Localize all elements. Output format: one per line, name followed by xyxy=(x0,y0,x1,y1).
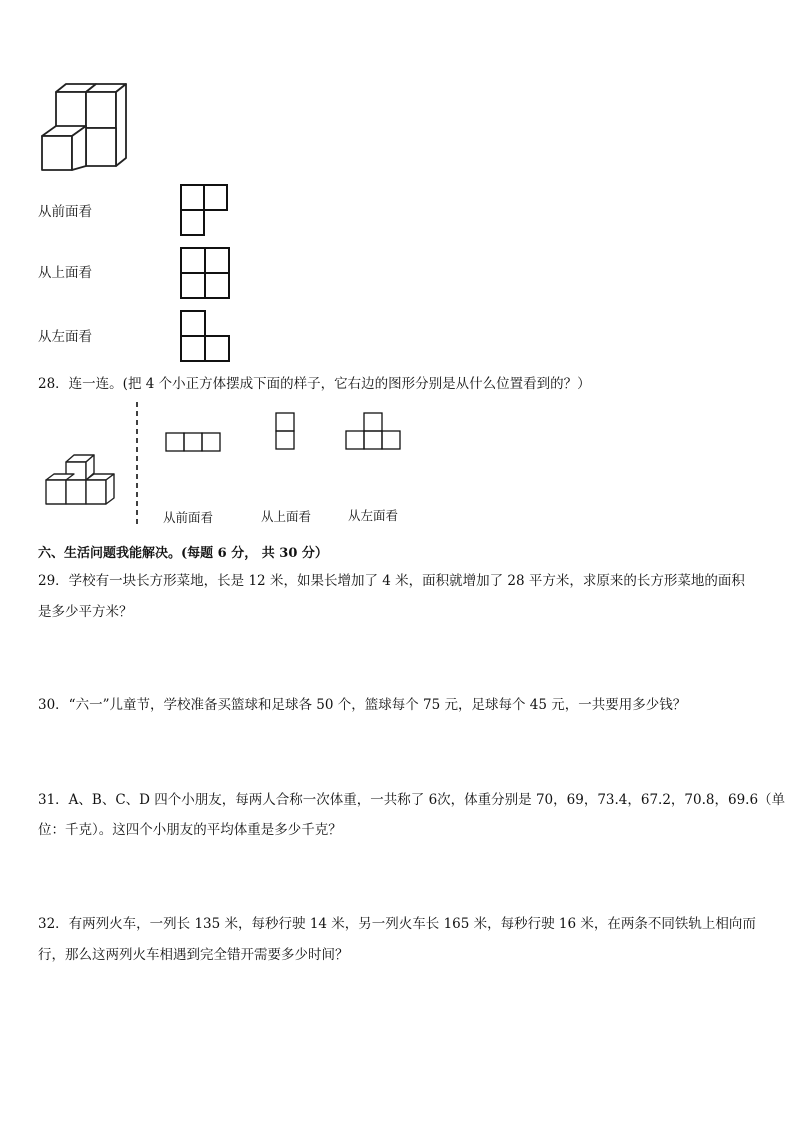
q28-prompt: 28．连一连。(把 4 个小正方体摆成下面的样子，它右边的图形分别是从什么位置看到的？） xyxy=(38,376,591,392)
q27-view-label-left: 从左面看 xyxy=(38,329,92,345)
q32-line2: 行，那么这两列火车相遇到完全错开需要多少时间？ xyxy=(38,947,349,963)
q29-line1: 29．学校有一块长方形菜地，长是 12 米，如果长增加了 4 米，面积就增加了 28 平方米，求原来的长方形菜地的面积 xyxy=(38,573,745,589)
q27-view-front-figure xyxy=(180,184,230,238)
q27-view-label-front: 从前面看 xyxy=(38,204,92,220)
q28-dashed-divider xyxy=(135,402,139,524)
section6-heading: 六、生活问题我能解决。(每题 6 分， 共 30 分） xyxy=(38,546,328,561)
q31-line2: 位：千克）。这四个小朋友的平均体重是多少千克？ xyxy=(38,822,342,838)
q30-line1: 30．“六一”儿童节，学校准备买篮球和足球各 50 个，篮球每个 75 元，足球每个 45 元，一共要用多少钱？ xyxy=(38,697,687,713)
q28-option-left: 从左面看 xyxy=(348,508,399,523)
q28-shape-row-of-three xyxy=(165,432,223,454)
q27-view-top-figure xyxy=(180,247,232,301)
q32-line1: 32．有两列火车，一列长 135 米，每秒行驶 14 米，另一列火车长 165 米，每秒行驶 16 米，在两条不同铁轨上相向而 xyxy=(38,916,756,932)
q28-option-front: 从前面看 xyxy=(163,510,214,525)
q27-cube-figure xyxy=(38,80,133,175)
q27-view-label-top: 从上面看 xyxy=(38,265,92,281)
q28-shape-t-shape xyxy=(345,412,403,454)
q31-line1: 31．A、B、C、D 四个小朋友，每两人合称一次体重，一共称了 6次，体重分别是 70，69，73.4，67.2，70.8，69.6（单 xyxy=(38,792,786,808)
q28-option-top: 从上面看 xyxy=(261,509,312,524)
q28-cube-figure xyxy=(44,450,126,512)
q28-shape-column-of-two xyxy=(275,412,297,454)
q29-line2: 是多少平方米？ xyxy=(38,604,133,620)
q27-view-left-figure xyxy=(180,310,232,364)
